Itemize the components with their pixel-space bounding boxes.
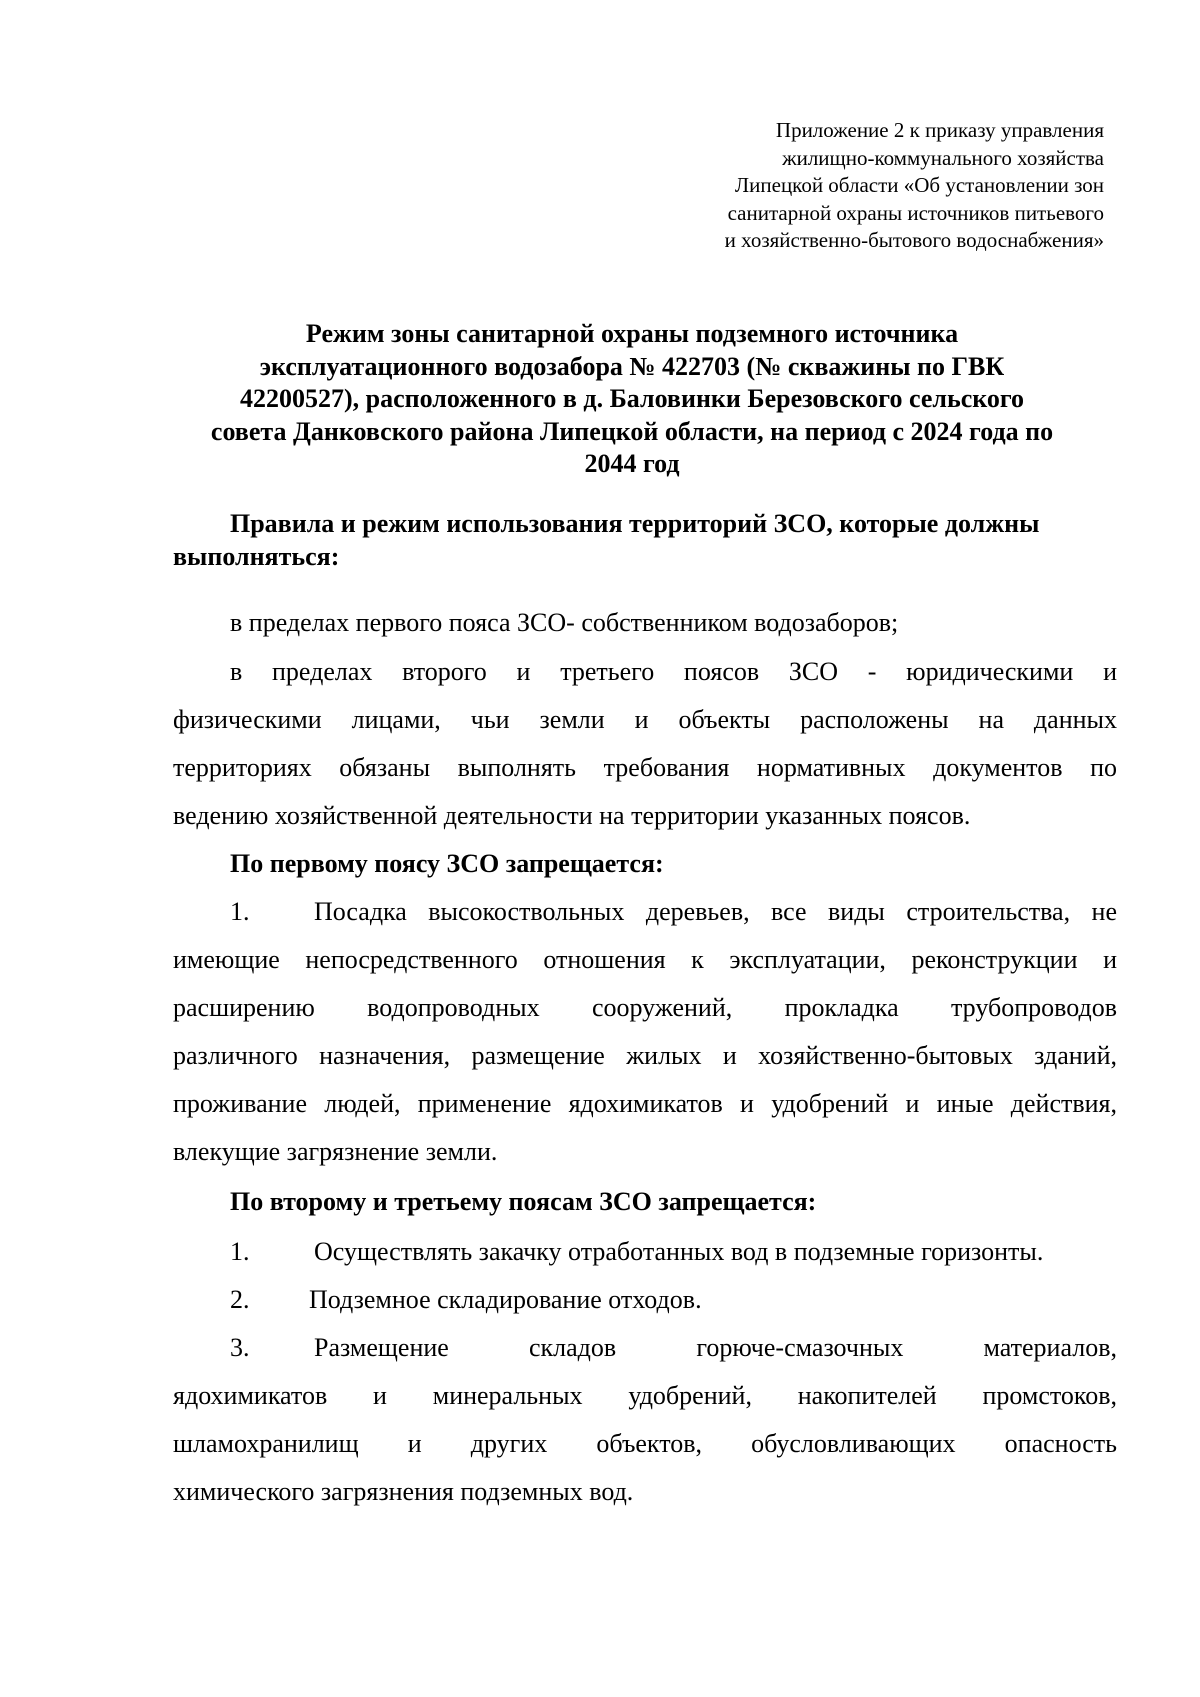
first-belt-item-line: имеющие непосредственного отношения к эксплуатации, реконструкции и: [173, 945, 1117, 974]
first-belt-item-line: расширению водопроводных сооружений, прокладка трубопроводов: [173, 993, 1117, 1022]
item-text: Подземное складирование отходов.: [309, 1285, 702, 1314]
title-line: совета Данковского района Липецкой области, на период с 2024 года по: [210, 416, 1054, 446]
title-line: 2044 год: [584, 449, 680, 478]
item-text-first-line: Посадка высокоствольных деревьев, все виды строительства, не: [314, 897, 1117, 926]
intro-paragraph-line: в пределах второго и третьего поясов ЗСО - юридическими и: [230, 657, 1117, 686]
item-text: Осуществлять закачку отработанных вод в подземные горизонты.: [314, 1237, 1044, 1266]
item-number: 3.: [230, 1333, 250, 1362]
title-line: Режим зоны санитарной охраны подземного источника: [305, 319, 959, 348]
second-third-belt-heading: По второму и третьему поясам ЗСО запрещается:: [230, 1187, 817, 1216]
first-belt-item-line: различного назначения, размещение жилых и хозяйственно-бытовых зданий,: [173, 1041, 1117, 1070]
first-belt-item-line: влекущие загрязнение земли.: [173, 1137, 498, 1166]
appendix-line: Липецкой области «Об установлении зон: [734, 173, 1104, 197]
item-number: 1.: [230, 897, 250, 926]
intro-paragraph-line: физическими лицами, чьи земли и объекты расположены на данных: [173, 705, 1117, 734]
title-line: 42200527), расположенного в д. Баловинки Березовского сельского: [239, 384, 1025, 413]
appendix-line: Приложение 2 к приказу управления: [775, 118, 1104, 142]
first-belt-heading: По первому поясу ЗСО запрещается:: [230, 849, 664, 878]
item-number: 2.: [230, 1285, 250, 1314]
title-line: эксплуатационного водозабора № 422703 (№ скважины по ГВК: [259, 351, 1005, 381]
second-third-belt-item-1: [230, 1235, 1117, 1269]
rules-heading: [173, 508, 1117, 573]
intro-paragraph-first-belt: в пределах первого пояса ЗСО- собственником водозаборов;: [230, 608, 899, 637]
first-belt-item-line: проживание людей, применение ядохимикатов и удобрений и иные действия,: [173, 1089, 1117, 1118]
intro-paragraph-line: территориях обязаны выполнять требования нормативных документов по: [173, 753, 1117, 782]
item-text-first-line: Размещение складов горюче-смазочных материалов,: [314, 1333, 1117, 1362]
rules-heading-line: Правила и режим использования территорий ЗСО, которые должны: [230, 509, 1040, 538]
rules-heading-line: выполняться:: [173, 541, 340, 571]
second-third-belt-item-line: химического загрязнения подземных вод.: [173, 1477, 634, 1506]
appendix-line: жилищно-коммунального хозяйства: [782, 145, 1104, 170]
second-third-belt-item-3: [230, 1331, 1117, 1365]
second-third-belt-item-line: ядохимикатов и минеральных удобрений, накопителей промстоков,: [173, 1381, 1117, 1410]
first-belt-item-1: [230, 895, 1117, 929]
document-title: [160, 318, 1104, 481]
item-number: 1.: [230, 1237, 250, 1266]
second-third-belt-item-line: шламохранилищ и других объектов, обусловливающих опасность: [173, 1429, 1117, 1458]
appendix-reference: [560, 117, 1104, 255]
appendix-line: и хозяйственно-бытового водоснабжения»: [724, 228, 1104, 252]
intro-paragraph-line: ведению хозяйственной деятельности на территории указанных поясов.: [173, 801, 971, 830]
second-third-belt-item-2: [230, 1283, 1117, 1317]
appendix-line: санитарной охраны источников питьевого: [727, 200, 1104, 225]
